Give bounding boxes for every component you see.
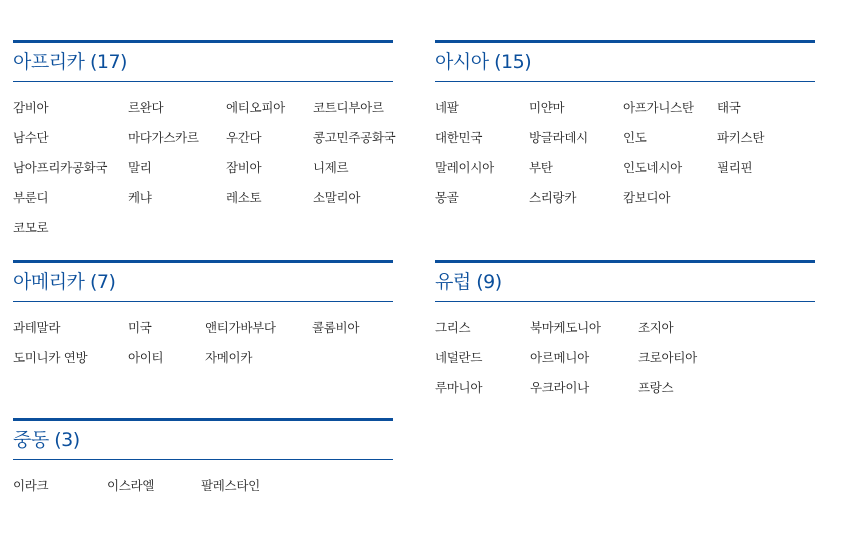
region-europe [435,260,815,410]
country-link[interactable]: 네팔 [435,100,459,115]
country-link[interactable]: 우크라이나 [530,380,589,395]
region-title: 아프리카 (17) [13,50,127,73]
country-link[interactable]: 르완다 [128,100,164,115]
country-link[interactable]: 우간다 [226,130,262,145]
region-header [13,260,393,302]
country-link[interactable]: 루마니아 [435,380,483,395]
country-link[interactable]: 감비아 [13,100,49,115]
country-link[interactable]: 크로아티아 [638,350,697,365]
country-link[interactable]: 네덜란드 [435,350,483,365]
country-link[interactable]: 미국 [128,320,152,335]
region-header [435,40,815,82]
country-link[interactable]: 소말리아 [313,190,361,205]
country-link[interactable]: 콜롬비아 [312,320,360,335]
country-link[interactable]: 이스라엘 [107,478,155,493]
country-link[interactable]: 조지아 [638,320,674,335]
country-list [13,478,393,508]
region-header [13,418,393,460]
country-link[interactable]: 팔레스타인 [201,478,260,493]
country-link[interactable]: 남수단 [13,130,49,145]
country-list [435,100,815,220]
country-link[interactable]: 이라크 [13,478,49,493]
region-header [435,260,815,302]
country-link[interactable]: 부탄 [529,160,553,175]
region-africa [13,40,396,250]
country-link[interactable]: 인도네시아 [623,160,682,175]
country-link[interactable]: 그리스 [435,320,471,335]
country-link[interactable]: 필리핀 [717,160,753,175]
country-link[interactable]: 방글라데시 [529,130,588,145]
country-link[interactable]: 코모로 [13,220,49,235]
country-link[interactable]: 아이티 [128,350,164,365]
country-link[interactable]: 몽골 [435,190,459,205]
country-link[interactable]: 아프가니스탄 [623,100,694,115]
country-link[interactable]: 프랑스 [638,380,674,395]
country-link[interactable]: 레소토 [226,190,262,205]
country-link[interactable]: 자메이카 [205,350,253,365]
region-title: 아시아 (15) [435,50,532,73]
country-list [435,320,815,410]
country-link[interactable]: 마다가스카르 [128,130,199,145]
country-link[interactable]: 콩고민주공화국 [313,130,396,145]
country-link[interactable]: 말레이시아 [435,160,494,175]
country-link[interactable]: 북마케도니아 [530,320,601,335]
country-link[interactable]: 대한민국 [435,130,483,145]
region-title: 아메리카 (7) [13,270,116,293]
region-asia [435,40,815,220]
country-link[interactable]: 아르메니아 [530,350,589,365]
country-link[interactable]: 남아프리카공화국 [13,160,108,175]
country-link[interactable]: 니제르 [313,160,349,175]
country-link[interactable]: 과테말라 [13,320,61,335]
country-link[interactable]: 에티오피아 [226,100,285,115]
country-link[interactable]: 앤티가바부다 [205,320,276,335]
country-link[interactable]: 부룬디 [13,190,49,205]
region-middle-east [13,418,393,508]
country-list [13,320,393,380]
country-list [13,100,396,250]
region-title: 중동 (3) [13,428,80,451]
country-link[interactable]: 잠비아 [226,160,262,175]
country-link[interactable]: 케냐 [128,190,152,205]
region-americas [13,260,393,380]
country-link[interactable]: 말리 [128,160,152,175]
country-link[interactable]: 캄보디아 [623,190,671,205]
country-link[interactable]: 미얀마 [529,100,565,115]
country-link[interactable]: 스리랑카 [529,190,577,205]
region-title: 유럽 (9) [435,270,502,293]
region-header [13,40,393,82]
country-link[interactable]: 파키스탄 [717,130,765,145]
country-link[interactable]: 태국 [717,100,741,115]
country-link[interactable]: 인도 [623,130,647,145]
country-link[interactable]: 코트디부아르 [313,100,384,115]
country-link[interactable]: 도미니카 연방 [13,350,88,365]
